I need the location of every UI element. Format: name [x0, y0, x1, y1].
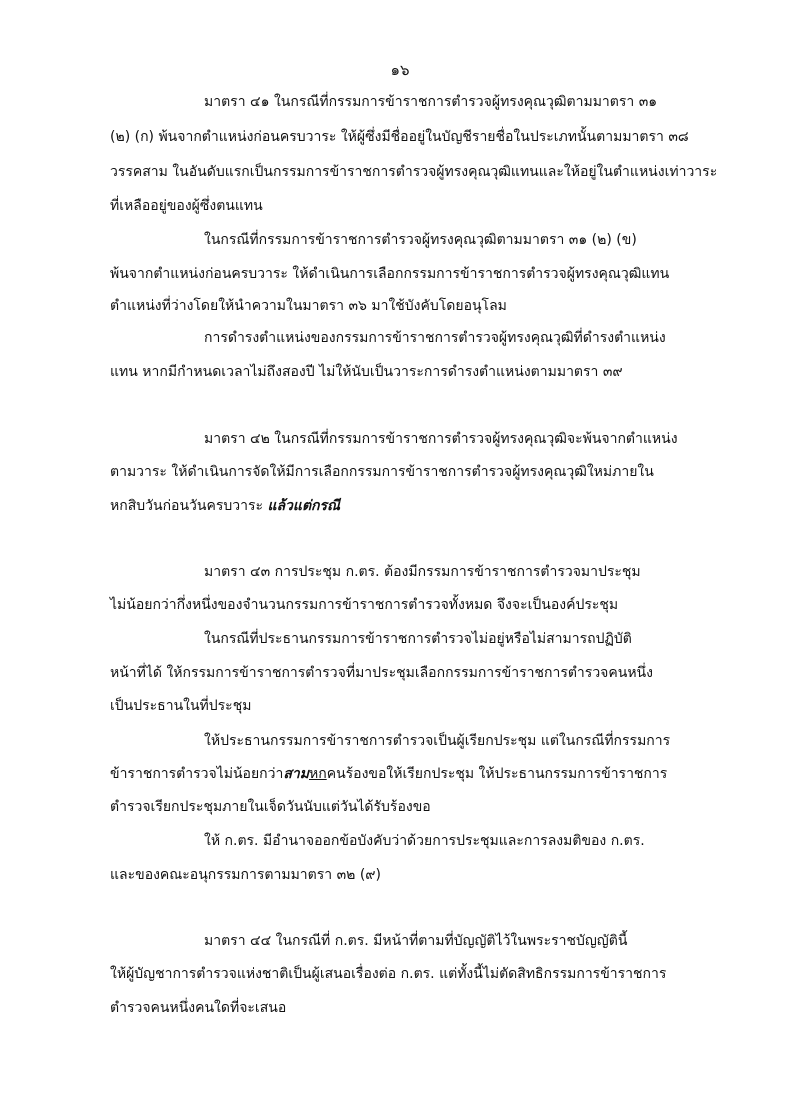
section-43-line: เป็นประธานในที่ประชุม — [110, 698, 252, 714]
section-43-line: และของคณะอนุกรรมการตามมาตรา ๓๒ (๙) — [110, 867, 382, 883]
section-41-line: (๒) (ก) พ้นจากตำแหน่งก่อนครบวาระ ให้ผู้ซึ่งมีชื่ออยู่ในบัญชีรายชื่อในประเภทนั้นตามมาตรา ๓๘ — [110, 129, 689, 145]
section-44-line: ให้ผู้บัญชาการตำรวจแห่งชาติเป็นผู้เสนอเรื่องต่อ ก.ตร. แต่ทั้งนี้ไม่ตัดสิทธิกรรมการข้าราชการ — [110, 966, 667, 982]
section-44-line: ตำรวจคนหนึ่งคนใดที่จะเสนอ — [110, 1000, 287, 1016]
underlined-text: หก — [309, 766, 327, 782]
section-44-line: มาตรา ๔๔ ในกรณีที่ ก.ตร. มีหน้าที่ตามที่บัญญัติไว้ในพระราชบัญญัตินี้ — [204, 933, 628, 949]
section-43-line: ตำรวจเรียกประชุมภายในเจ็ดวันนับแต่วันได้รับร้องขอ — [110, 799, 431, 815]
section-42-text: หกสิบวันก่อนวันครบวาระ — [110, 498, 263, 514]
section-43-text: คนร้องขอให้เรียกประชุม ให้ประธานกรรมการข้าราชการ — [326, 766, 668, 782]
handwritten-note: สาม — [283, 766, 309, 782]
section-43-line: ให้ ก.ตร. มีอำนาจออกข้อบังคับว่าด้วยการประชุมและการลงมติของ ก.ตร. — [204, 833, 645, 849]
section-43-line: มาตรา ๔๓ การประชุม ก.ตร. ต้องมีกรรมการข้าราชการตำรวจมาประชุม — [204, 564, 641, 580]
section-41-line: การดำรงตำแหน่งของกรรมการข้าราชการตำรวจผู้ทรงคุณวุฒิที่ดำรงตำแหน่ง — [204, 330, 666, 346]
section-43-line — [110, 764, 667, 784]
section-41-line: มาตรา ๔๑ ในกรณีที่กรรมการข้าราชการตำรวจผู้ทรงคุณวุฒิตามมาตรา ๓๑ — [204, 94, 658, 110]
section-41-line: ตำแหน่งที่ว่างโดยให้นำความในมาตรา ๓๖ มาใช้บังคับโดยอนุโลม — [110, 298, 507, 314]
section-43-line: หน้าที่ได้ ให้กรรมการข้าราชการตำรวจที่มาประชุมเลือกกรรมการข้าราชการตำรวจคนหนึ่ง — [110, 665, 653, 681]
section-43-line: ในกรณีที่ประธานกรรมการข้าราชการตำรวจไม่อยู่หรือไม่สามารถปฏิบัติ — [204, 631, 632, 647]
section-41-line: พ้นจากตำแหน่งก่อนครบวาระ ให้ดำเนินการเลือกกรรมการข้าราชการตำรวจผู้ทรงคุณวุฒิแทน — [110, 266, 670, 282]
handwritten-note: แล้วแต่กรณี — [267, 498, 341, 514]
section-41-line: แทน หากมีกำหนดเวลาไม่ถึงสองปี ไม่ให้นับเป็นวาระการดำรงตำแหน่งตามมาตรา ๓๙ — [110, 364, 623, 380]
section-42-line: มาตรา ๔๒ ในกรณีที่กรรมการข้าราชการตำรวจผู้ทรงคุณวุฒิจะพ้นจากตำแหน่ง — [204, 431, 678, 447]
section-41-line: วรรคสาม ในอันดับแรกเป็นกรรมการข้าราชการตำรวจผู้ทรงคุณวุฒิแทนและให้อยู่ในตำแหน่งเท่าวาระ — [110, 164, 718, 180]
section-43-text: ข้าราชการตำรวจไม่น้อยกว่า — [110, 766, 284, 782]
section-42-line: ตามวาระ ให้ดำเนินการจัดให้มีการเลือกกรรมการข้าราชการตำรวจผู้ทรงคุณวุฒิใหม่ภายใน — [110, 464, 654, 480]
section-41-line: ที่เหลืออยู่ของผู้ซึ่งตนแทน — [110, 198, 263, 214]
section-43-line: ไม่น้อยกว่ากึ่งหนึ่งของจำนวนกรรมการข้าราชการตำรวจทั้งหมด จึงจะเป็นองค์ประชุม — [110, 597, 619, 613]
section-43-line: ให้ประธานกรรมการข้าราชการตำรวจเป็นผู้เรียกประชุม แต่ในกรณีที่กรรมการ — [204, 733, 671, 749]
page-number: ๑๖ — [390, 61, 410, 79]
section-42-line — [110, 496, 340, 516]
section-41-line: ในกรณีที่กรรมการข้าราชการตำรวจผู้ทรงคุณวุฒิตามมาตรา ๓๑ (๒) (ข) — [204, 232, 637, 248]
